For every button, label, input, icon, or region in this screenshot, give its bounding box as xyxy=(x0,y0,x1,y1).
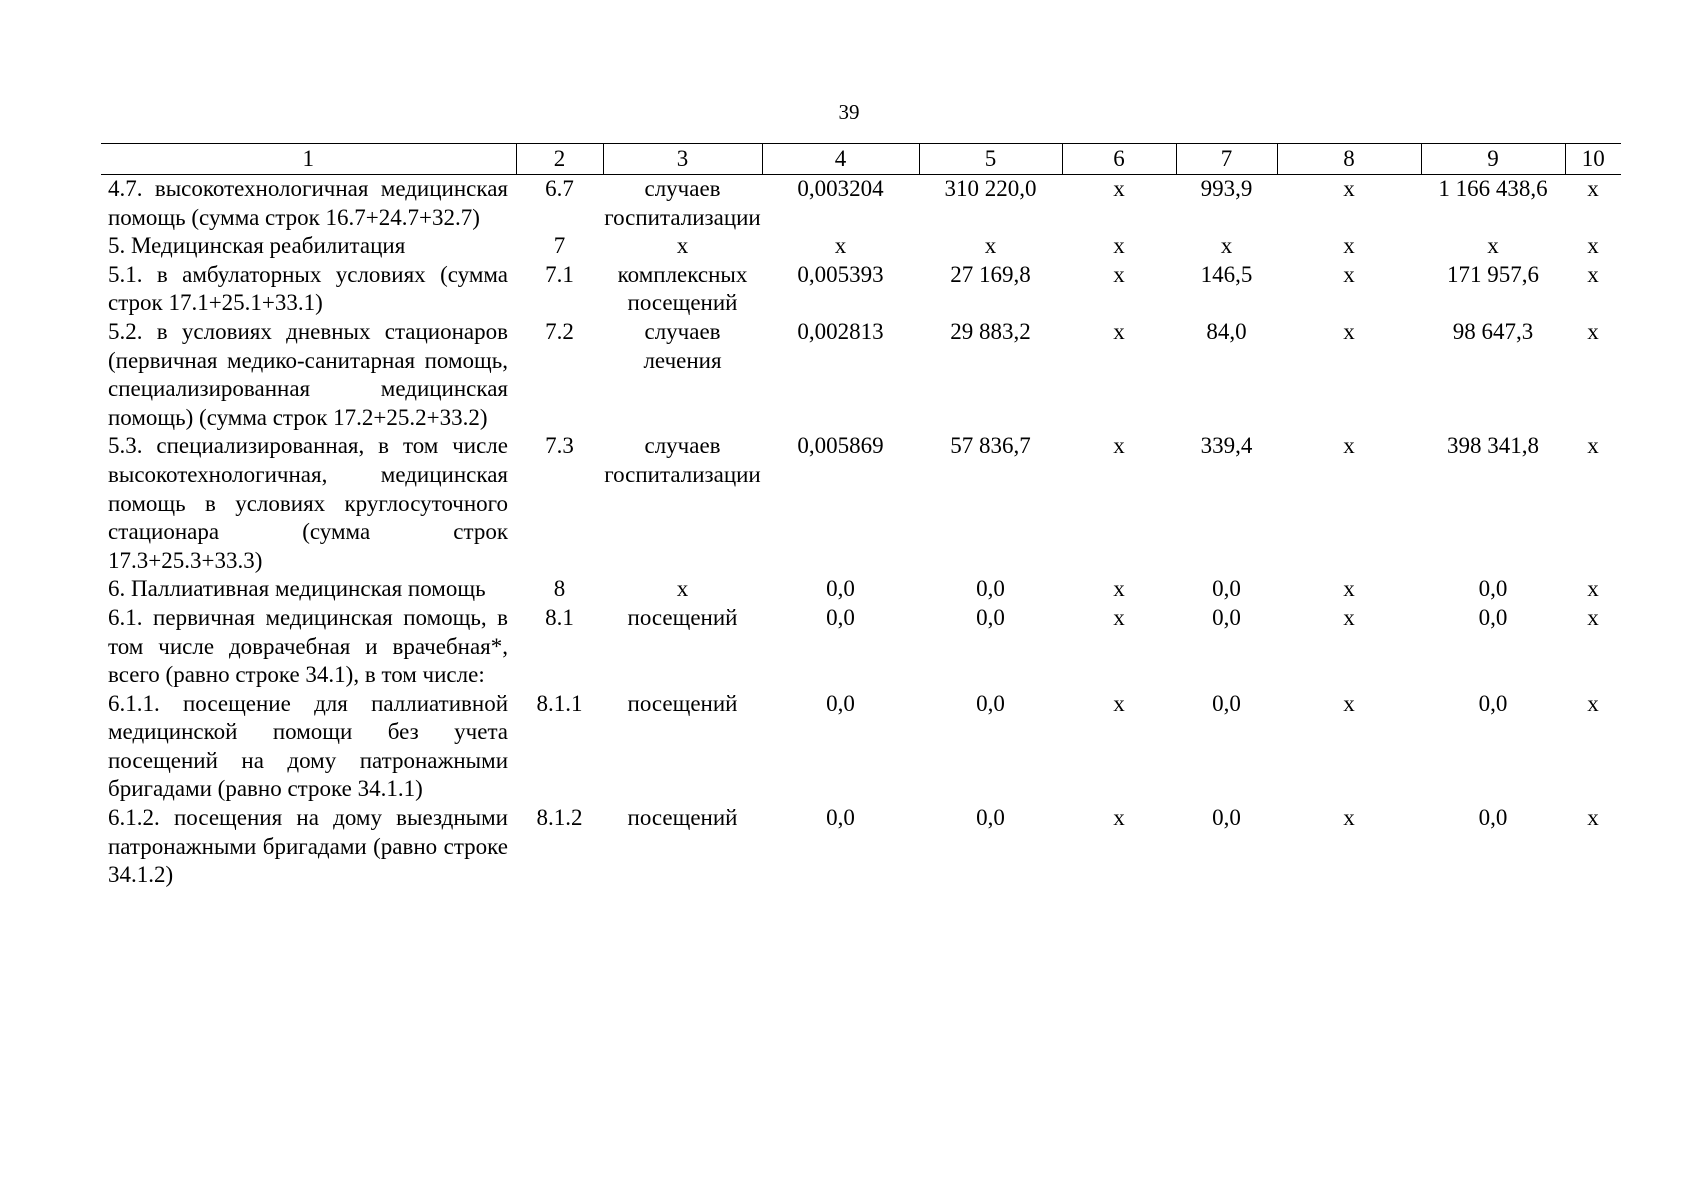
table-row xyxy=(101,432,1621,575)
financing-table xyxy=(101,143,1621,890)
cell-col7: 993,9 xyxy=(1200,176,1253,201)
cell-col4: 0,0 xyxy=(826,576,855,602)
cell-col8: х xyxy=(1343,805,1355,831)
cell-col7: 339,4 xyxy=(1200,433,1253,459)
cell-col6: х xyxy=(1113,805,1125,831)
cell-col4: 0,002813 xyxy=(797,318,884,344)
column-header: 3 xyxy=(603,144,762,175)
cell-col7: 0,0 xyxy=(1212,576,1241,602)
row-code: 7.3 xyxy=(545,433,574,459)
cell-col4: 0,003204 xyxy=(797,176,884,201)
row-name: 5.3. специализированная, в том числе высокотехнологичная, медицинская помощь в условиях круглосуточного стационара (сумма строк 17.3+25.3+33.3) xyxy=(108,433,508,573)
cell-col4: х xyxy=(834,233,847,259)
row-name: 6.1.2. посещения на дому выездными патронажными бригадами (равно строке 34.1.2) xyxy=(108,805,508,888)
cell-col10: х xyxy=(1587,233,1599,259)
column-header: 2 xyxy=(516,144,603,175)
cell-col7: 146,5 xyxy=(1200,261,1253,287)
column-header: 6 xyxy=(1062,144,1176,175)
cell-col8: х xyxy=(1343,233,1355,259)
cell-col9: х xyxy=(1487,233,1499,259)
row-code: 8.1 xyxy=(545,604,574,630)
cell-col7: х xyxy=(1220,233,1233,259)
cell-col9: 0,0 xyxy=(1478,576,1508,602)
row-code: 7.2 xyxy=(545,318,574,344)
row-name: 5.2. в условиях дневных стационаров (первичная медико-санитарная помощь, специализированная медицинская помощь) (сумма строк 17.2+25.2+33.2) xyxy=(108,318,508,430)
cell-col6: х xyxy=(1113,261,1125,287)
cell-col6: х xyxy=(1113,690,1125,716)
cell-col7: 84,0 xyxy=(1206,318,1247,344)
table-row xyxy=(101,261,1621,318)
table-row xyxy=(101,175,1621,233)
row-code: 7 xyxy=(553,233,566,259)
cell-col10: х xyxy=(1587,176,1599,201)
cell-col9: 98 647,3 xyxy=(1452,318,1534,344)
cell-col4: 0,005393 xyxy=(797,261,884,287)
row-unit: посещений xyxy=(627,690,738,716)
row-unit: х xyxy=(676,576,689,602)
cell-col10: х xyxy=(1587,604,1599,630)
page-number: 39 xyxy=(838,100,860,124)
table-row xyxy=(101,690,1621,804)
cell-col8: х xyxy=(1343,433,1355,459)
row-code: 8.1.1 xyxy=(536,690,583,716)
cell-col8: х xyxy=(1343,576,1355,602)
cell-col5: 0,0 xyxy=(976,805,1005,831)
row-unit: случаев госпитализации xyxy=(604,433,761,487)
row-code: 8 xyxy=(553,576,566,602)
cell-col10: х xyxy=(1587,576,1599,602)
row-unit: посещений xyxy=(627,604,738,630)
cell-col5: 29 883,2 xyxy=(950,318,1031,344)
cell-col8: х xyxy=(1343,690,1355,716)
row-unit: случаев госпитализации xyxy=(604,176,761,230)
cell-col5: 0,0 xyxy=(976,604,1005,630)
cell-col7: 0,0 xyxy=(1212,604,1241,630)
row-name: 4.7. высокотехнологичная медицинская помощь (сумма строк 16.7+24.7+32.7) xyxy=(108,176,508,230)
column-header: 4 xyxy=(762,144,919,175)
row-unit: комплексных посещений xyxy=(617,261,748,316)
row-name: 6.1. первичная медицинская помощь, в том числе доврачебная и врачебная*, всего (равно строке 34.1), в том числе: xyxy=(108,604,508,688)
row-code: 7.1 xyxy=(545,261,574,287)
cell-col9: 1 166 438,6 xyxy=(1438,176,1548,201)
table-row xyxy=(101,232,1621,261)
cell-col5: 0,0 xyxy=(976,690,1005,716)
row-code: 6.7 xyxy=(545,176,574,201)
column-number-row xyxy=(101,144,1621,175)
cell-col8: х xyxy=(1343,176,1355,201)
cell-col5: 0,0 xyxy=(976,576,1005,602)
cell-col6: х xyxy=(1113,233,1125,259)
column-header: 10 xyxy=(1565,144,1621,175)
column-header: 7 xyxy=(1176,144,1277,175)
row-name: 5. Медицинская реабилитация xyxy=(108,233,406,259)
cell-col9: 0,0 xyxy=(1478,604,1508,630)
cell-col6: х xyxy=(1113,576,1125,602)
cell-col8: х xyxy=(1343,604,1355,630)
cell-col9: 0,0 xyxy=(1478,690,1508,716)
cell-col10: х xyxy=(1587,318,1599,344)
table-row xyxy=(101,804,1621,890)
cell-col6: х xyxy=(1113,433,1125,459)
table-row xyxy=(101,575,1621,604)
cell-col10: х xyxy=(1587,690,1599,716)
cell-col8: х xyxy=(1343,261,1355,287)
cell-col6: х xyxy=(1113,176,1125,201)
row-name: 6.1.1. посещение для паллиативной медицинской помощи без учета посещений на дому патронажными бригадами (равно строке 34.1.1) xyxy=(108,690,508,802)
cell-col5: х xyxy=(984,233,997,259)
cell-col5: 310 220,0 xyxy=(944,176,1037,201)
column-header: 8 xyxy=(1277,144,1421,175)
cell-col10: х xyxy=(1587,805,1599,831)
cell-col6: х xyxy=(1113,318,1125,344)
column-header: 1 xyxy=(101,144,516,175)
table-row xyxy=(101,318,1621,432)
cell-col6: х xyxy=(1113,604,1125,630)
row-name: 6. Паллиативная медицинская помощь xyxy=(108,576,486,602)
table-row xyxy=(101,604,1621,690)
column-header: 5 xyxy=(919,144,1062,175)
row-unit: х xyxy=(676,233,689,259)
cell-col7: 0,0 xyxy=(1212,690,1241,716)
cell-col7: 0,0 xyxy=(1212,805,1241,831)
cell-col9: 398 341,8 xyxy=(1447,433,1539,459)
cell-col4: 0,0 xyxy=(826,604,855,630)
cell-col8: х xyxy=(1343,318,1355,344)
row-unit: посещений xyxy=(627,805,738,831)
cell-col5: 27 169,8 xyxy=(950,261,1031,287)
row-unit: случаев лечения xyxy=(643,318,722,373)
cell-col4: 0,0 xyxy=(826,805,855,831)
cell-col9: 0,0 xyxy=(1478,805,1508,831)
row-name: 5.1. в амбулаторных условиях (сумма строк 17.1+25.1+33.1) xyxy=(108,261,508,316)
cell-col5: 57 836,7 xyxy=(950,433,1031,459)
row-code: 8.1.2 xyxy=(536,805,583,831)
cell-col9: 171 957,6 xyxy=(1447,261,1539,287)
cell-col10: х xyxy=(1587,261,1599,287)
cell-col4: 0,005869 xyxy=(797,433,884,459)
cell-col4: 0,0 xyxy=(826,690,855,716)
cell-col10: х xyxy=(1587,433,1599,459)
column-header: 9 xyxy=(1421,144,1565,175)
